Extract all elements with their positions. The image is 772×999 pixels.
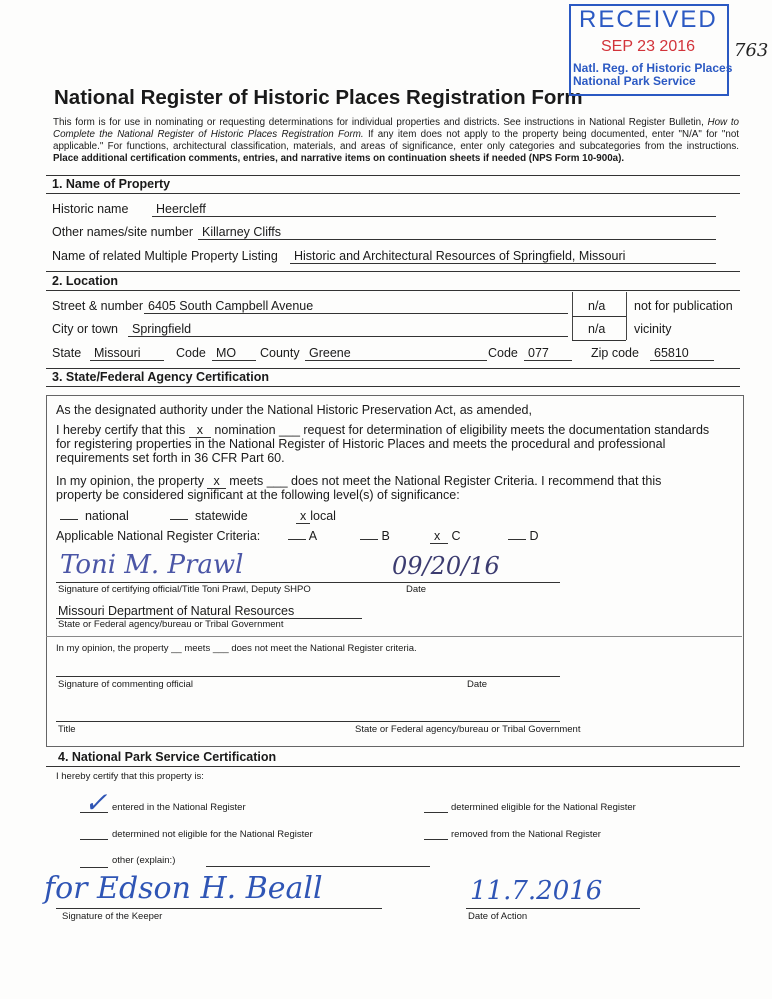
keeper-signature: for Edson H. Beall xyxy=(44,871,323,906)
signature-label: Signature of certifying official/Title Toni Prawl, Deputy SHPO xyxy=(58,584,311,595)
commenting-opinion: In my opinion, the property __ meets ___ does not meet the National Register criteria. xyxy=(56,643,417,654)
nfp-field[interactable]: n/a xyxy=(588,299,606,313)
section-4-header: 4. National Park Service Certification xyxy=(58,750,277,764)
nomination-mark[interactable]: x xyxy=(189,423,211,438)
criterion-label: B xyxy=(381,529,390,543)
agency-value: Missouri Department of Natural Resources xyxy=(58,604,295,618)
keeper-label: Signature of the Keeper xyxy=(62,911,163,922)
agency-label: State or Federal agency/bureau or Tribal Government xyxy=(58,619,284,630)
eligible-blank[interactable] xyxy=(424,812,448,813)
state-field[interactable]: Missouri xyxy=(90,346,164,361)
date-of-action-label: Date of Action xyxy=(468,911,528,922)
certifying-date: 09/20/16 xyxy=(392,552,500,580)
criterion-a[interactable] xyxy=(288,529,317,543)
street-label: Street & number xyxy=(52,299,144,313)
level-label: national xyxy=(84,509,129,523)
s3-p3c: property be considered significant at the following level(s) of significance: xyxy=(56,488,460,502)
code-field[interactable]: MO xyxy=(212,346,256,361)
level-mark[interactable] xyxy=(170,519,188,520)
criterion-label: D xyxy=(529,529,539,543)
criterion-mark[interactable] xyxy=(508,539,526,540)
section-1-header: 1. Name of Property xyxy=(52,177,171,191)
county-label: County xyxy=(260,346,300,360)
date-label: Date xyxy=(406,584,427,595)
street-field[interactable]: 6405 South Campbell Avenue xyxy=(144,299,568,314)
intro-italic: How to Complete the National Register of Historic Places Registration Form. xyxy=(53,117,739,140)
commenting-date-label: Date xyxy=(467,679,488,690)
removed-blank[interactable] xyxy=(424,839,448,840)
s3-p2d: requirements set forth in 36 CFR Part 60. xyxy=(56,451,285,465)
title-label: Title xyxy=(58,724,76,735)
page-title: National Register of Historic Places Registration Form xyxy=(54,86,583,109)
p2b-text: nomination ___ request for determination of eligibility meets the documentation standards xyxy=(210,423,710,437)
certifying-signature: Toni M. Prawl xyxy=(60,550,244,580)
mpl-field[interactable]: Historic and Architectural Resources of Springfield, Missouri xyxy=(290,249,716,264)
section-3-header: 3. State/Federal Agency Certification xyxy=(52,370,269,384)
criterion-b[interactable] xyxy=(360,529,390,543)
level-national[interactable] xyxy=(60,509,129,523)
level-label: statewide xyxy=(194,509,248,523)
county-field[interactable]: Greene xyxy=(305,346,487,361)
stamp-received: RECEIVED xyxy=(579,6,718,33)
intro-paragraph xyxy=(53,117,739,165)
criterion-mark[interactable] xyxy=(288,539,306,540)
check-mark-icon: ✓ xyxy=(84,786,108,819)
stamp-office xyxy=(573,62,732,88)
level-local[interactable] xyxy=(296,509,336,524)
criterion-mark[interactable]: x xyxy=(430,529,448,544)
level-statewide[interactable] xyxy=(170,509,248,523)
city-label: City or town xyxy=(52,322,118,336)
other-names-field[interactable]: Killarney Cliffs xyxy=(198,225,716,240)
title-agency-label: State or Federal agency/bureau or Tribal Government xyxy=(355,724,581,735)
level-mark[interactable] xyxy=(60,519,78,520)
p2a-text: I hereby certify that this xyxy=(56,423,189,437)
s4-certify: I hereby certify that this property is: xyxy=(56,771,204,782)
zip-label: Zip code xyxy=(591,346,639,360)
opt-entered: entered in the National Register xyxy=(112,802,246,813)
opt-not-eligible: determined not eligible for the National Register xyxy=(112,829,313,840)
s3-p3a xyxy=(56,474,661,489)
vicinity-field[interactable]: n/a xyxy=(588,322,606,336)
intro-text2: If any item does not apply to the property being documented, enter "N/A" for "not applicable." For functions, architectural classification, materials, and areas of significance, enter only categories and subcategories from the instructions. xyxy=(53,129,739,152)
code2-label: Code xyxy=(488,346,518,360)
intro-bold: Place additional certification comments, entries, and narrative items on continuation sheets if needed (NPS Form 10-900a). xyxy=(53,153,625,164)
meets-mark[interactable]: x xyxy=(207,474,225,489)
stamp-line1: Natl. Reg. of Historic Places xyxy=(573,61,733,75)
code-label: Code xyxy=(176,346,206,360)
handwritten-number: 763 xyxy=(734,40,769,61)
code2-field[interactable]: 077 xyxy=(524,346,572,361)
other-blank[interactable] xyxy=(80,867,108,868)
level-mark[interactable]: x xyxy=(296,509,310,524)
mpl-label: Name of related Multiple Property Listing xyxy=(52,249,278,263)
section-2-header: 2. Location xyxy=(52,274,118,288)
nfp-label: not for publication xyxy=(634,299,733,313)
s3-p1: As the designated authority under the National Historic Preservation Act, as amended, xyxy=(56,403,532,417)
opt-removed: removed from the National Register xyxy=(451,829,601,840)
s3-p2c: for registering properties in the National Register of Historic Places and meets the procedural and professional xyxy=(56,437,666,451)
historic-name-field[interactable]: Heercleff xyxy=(152,202,716,217)
keeper-date: 11.7.2016 xyxy=(470,876,603,906)
criterion-label: A xyxy=(308,529,318,543)
received-stamp xyxy=(569,4,733,96)
intro-text: This form is for use in nominating or requesting determinations for individual properties and districts. See instructions in National Register Bulletin, xyxy=(53,117,708,128)
not-eligible-blank[interactable] xyxy=(80,839,108,840)
opt-eligible: determined eligible for the National Register xyxy=(451,802,636,813)
criterion-d[interactable] xyxy=(508,529,539,543)
criterion-c[interactable] xyxy=(430,529,461,544)
other-names-label: Other names/site number xyxy=(52,225,194,239)
city-field[interactable]: Springfield xyxy=(128,322,568,337)
p3a-text: In my opinion, the property xyxy=(56,474,208,488)
historic-name-label: Historic name xyxy=(52,202,129,216)
p3b-text: meets ___ does not meet the National Register Criteria. I recommend that this xyxy=(225,474,662,488)
criterion-mark[interactable] xyxy=(360,539,378,540)
zip-field[interactable]: 65810 xyxy=(650,346,714,361)
s3-p2a xyxy=(56,423,709,438)
stamp-line2: National Park Service xyxy=(573,74,696,88)
state-label: State xyxy=(52,346,82,360)
level-label: local xyxy=(310,509,336,523)
criteria-label: Applicable National Register Criteria: xyxy=(56,529,261,543)
vicinity-label: vicinity xyxy=(634,322,672,336)
commenting-signature-label: Signature of commenting official xyxy=(58,679,194,690)
opt-other: other (explain:) xyxy=(112,855,176,866)
stamp-date: SEP 23 2016 xyxy=(601,38,696,55)
criterion-label: C xyxy=(451,529,461,543)
